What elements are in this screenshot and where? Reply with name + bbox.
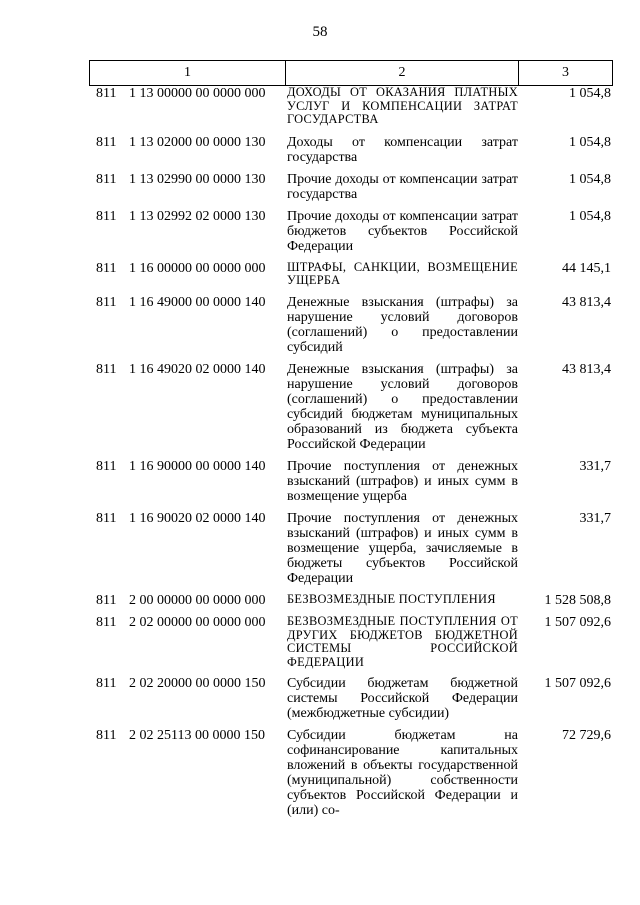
row-name: Доходы от компенсации затрат государства: [287, 134, 518, 165]
table-row: [89, 295, 612, 355]
table-row: [89, 86, 612, 127]
table-header: [89, 60, 613, 86]
admin-code: 811: [96, 728, 117, 744]
table-row: [89, 135, 612, 165]
row-name: Прочие поступления от денежных взысканий (штрафов) и иных сумм в возмещение ущерба, зачисляемые в бюджеты субъектов Российской Федерации: [287, 510, 518, 586]
budget-code: [89, 209, 285, 254]
admin-code: 811: [96, 592, 117, 608]
row-name: Прочие поступления от денежных взысканий (штрафов) и иных сумм в возмещение ущерба: [287, 458, 518, 504]
classification-code: 2 02 00000 00 0000 000: [129, 614, 266, 630]
column-header-2: 2: [286, 61, 519, 86]
table-row: [89, 362, 612, 452]
row-name: ШТРАФЫ, САНКЦИИ, ВОЗМЕЩЕНИЕ УЩЕРБА: [287, 259, 518, 288]
table-row: [89, 728, 612, 818]
admin-code: 811: [96, 676, 117, 692]
classification-code: 2 02 20000 00 0000 150: [129, 676, 266, 692]
page-number: 58: [312, 24, 328, 40]
classification-code: 1 16 49020 02 0000 140: [129, 361, 266, 377]
budget-code: [89, 676, 285, 721]
budget-code: [89, 172, 285, 202]
admin-code: 811: [96, 510, 117, 526]
row-amount: 331,7: [579, 510, 611, 526]
row-amount: 44 145,1: [562, 260, 611, 276]
row-amount: 1 054,8: [569, 86, 611, 101]
row-name: Субсидии бюджетам бюджетной системы Российской Федерации (межбюджетные субсидии): [287, 676, 518, 722]
budget-code: [89, 511, 285, 586]
classification-code: 1 16 49000 00 0000 140: [129, 294, 266, 310]
table-row: [89, 615, 612, 669]
table-row: [89, 593, 612, 608]
budget-code: [89, 295, 285, 355]
classification-code: 2 00 00000 00 0000 000: [129, 592, 266, 608]
admin-code: 811: [96, 171, 117, 187]
budget-code: [89, 135, 285, 165]
budget-code: [89, 728, 285, 818]
row-amount: 43 813,4: [562, 294, 611, 310]
table-row: [89, 209, 612, 254]
budget-code: [89, 593, 285, 608]
row-name: Денежные взыскания (штрафы) за нарушение условий договоров (соглашений) о предоставлении субсидий бюджетам муниципальных образований из бюджета субъекта Российской Федерации: [287, 361, 518, 452]
budget-code: [89, 615, 285, 669]
classification-code: 1 13 00000 00 0000 000: [129, 86, 266, 101]
row-amount: 1 054,8: [569, 134, 611, 150]
classification-code: 1 13 02992 02 0000 130: [129, 208, 266, 224]
classification-code: 1 13 02990 00 0000 130: [129, 171, 266, 187]
table-row: [89, 459, 612, 504]
column-header-1: 1: [90, 61, 286, 86]
row-amount: 1 528 508,8: [544, 592, 611, 608]
budget-code: [89, 459, 285, 504]
admin-code: 811: [96, 134, 117, 150]
row-name: Прочие доходы от компенсации затрат бюджетов субъектов Российской Федерации: [287, 208, 518, 254]
row-amount: 1 507 092,6: [544, 676, 611, 692]
budget-code: [89, 362, 285, 452]
classification-code: 1 16 00000 00 0000 000: [129, 260, 266, 276]
row-name: Прочие доходы от компенсации затрат государства: [287, 171, 518, 202]
row-name: ДОХОДЫ ОТ ОКАЗАНИЯ ПЛАТНЫХ УСЛУГ И КОМПЕНСАЦИИ ЗАТРАТ ГОСУДАРСТВА: [287, 85, 518, 127]
row-amount: 72 729,6: [562, 728, 611, 744]
row-amount: 1 054,8: [569, 171, 611, 187]
admin-code: 811: [96, 614, 117, 630]
classification-code: 1 16 90000 00 0000 140: [129, 458, 266, 474]
admin-code: 811: [96, 294, 117, 310]
row-name: БЕЗВОЗМЕЗДНЫЕ ПОСТУПЛЕНИЯ ОТ ДРУГИХ БЮДЖЕТОВ БЮДЖЕТНОЙ СИСТЕМЫ РОССИЙСКОЙ ФЕДЕРАЦИИ: [287, 613, 518, 669]
table-row: [89, 511, 612, 586]
classification-code: 1 16 90020 02 0000 140: [129, 510, 266, 526]
row-amount: 331,7: [579, 458, 611, 474]
classification-code: 1 13 02000 00 0000 130: [129, 134, 266, 150]
admin-code: 811: [96, 86, 117, 101]
row-name: БЕЗВОЗМЕЗДНЫЕ ПОСТУПЛЕНИЯ: [287, 591, 496, 606]
row-name: Субсидии бюджетам на софинансирование капитальных вложений в объекты государственной (муниципальной) собственности субъектов Российской Федерации и (или) со-: [287, 728, 518, 819]
budget-code: [89, 86, 285, 127]
classification-code: 2 02 25113 00 0000 150: [129, 728, 265, 744]
table-row: [89, 172, 612, 202]
row-amount: 1 507 092,6: [544, 614, 611, 630]
column-header-3: 3: [519, 61, 613, 86]
table-row: [89, 261, 612, 288]
admin-code: 811: [96, 208, 117, 224]
admin-code: 811: [96, 260, 117, 276]
table-body: [89, 86, 612, 818]
row-amount: 1 054,8: [569, 208, 611, 224]
row-name: Денежные взыскания (штрафы) за нарушение условий договоров (соглашений) о предоставлении субсидий: [287, 294, 518, 355]
admin-code: 811: [96, 458, 117, 474]
budget-code: [89, 261, 285, 288]
row-amount: 43 813,4: [562, 361, 611, 377]
admin-code: 811: [96, 361, 117, 377]
table-row: [89, 676, 612, 721]
